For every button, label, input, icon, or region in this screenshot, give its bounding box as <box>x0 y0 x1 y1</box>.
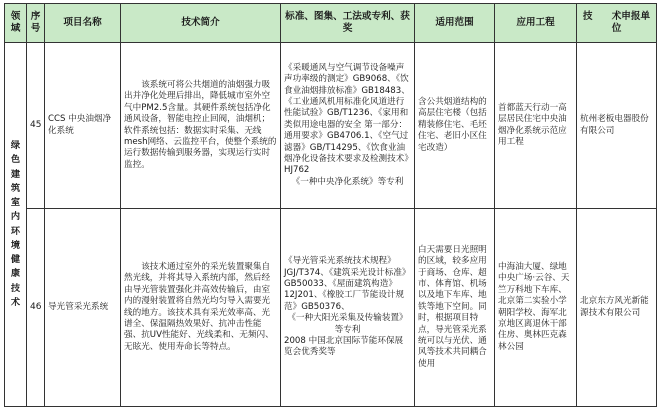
tech-intro <box>121 209 281 407</box>
unit-cell: 北京东方风光新能源技术有限公司 <box>577 209 657 407</box>
header-row <box>5 4 657 43</box>
header-scope: 适用范围 <box>415 4 495 43</box>
patent-note: 《一种大阳光采集及传输装置》等专利 <box>287 313 408 335</box>
scope-cell: 含公共烟道结构的高层住宅楼（包括精装修住宅、毛坯住宅、老旧小区住宅改造） <box>415 43 495 209</box>
header-project: 项目名称 <box>45 4 121 43</box>
award-note: 2008 中国北京国际节能环保展览会优秀奖等 <box>284 335 404 358</box>
project-name: CCS 中央油烟净化系统 <box>45 43 121 209</box>
table-row <box>5 43 657 209</box>
header-domain: 领域 <box>5 4 27 43</box>
tech-intro-text: 该系统可将公共烟道的油烟强力吸出并净化处理后排出，降低城市室外空气中PM2.5含量。其硬件系统包括净化通风设备，智能电控止回阀，油烟机；软件系统包括：数据实时采集、无线mesh网络、云监控平台，使整个系统的运行数据传输到服务器，实现运行实时监控。 <box>124 80 277 170</box>
row-number: 46 <box>27 209 45 407</box>
standards-cell <box>281 43 415 209</box>
header-standards: 标准、图集、工法或专利、获奖 <box>281 4 415 43</box>
domain-cell: 绿色建筑室内环境健康技术 <box>5 43 27 407</box>
application-cell: 中海油大厦、绿地中央广场·云谷、天竺万科地下车库、北京第二实验小学朝阳学校、海军北京地区离退休干部住房、奥林匹克森林公园 <box>495 209 577 407</box>
header-application: 应用工程 <box>495 4 577 43</box>
project-name: 导光管采光系统 <box>45 209 121 407</box>
standards-cell <box>281 209 415 407</box>
standards-list: 《导光管采光系统技术规程》JGJ/T374、《建筑采光设计标准》GB50033、《屋面建筑构造》12J201、《橡胶工厂节能设计规范》GB50376、 <box>284 256 411 312</box>
table-row <box>5 209 657 407</box>
application-cell: 首都蓝天行动一高层居民住宅中央油烟净化系统示范应用工程 <box>495 43 577 209</box>
tech-intro <box>121 43 281 209</box>
standards-list: 《采暖通风与空气调节设备噪声声功率级的测定》GB9068、《饮食业油烟排放标准》GB18483、《工业通风机用标准化风道进行性能试验》GB/T1236、《家用和类似用途电器的安全 第一部分：通用要求》GB4706.1、《空气过滤器》GB/T14295、《饮食业油烟净化设备技术要求及检测技术》HJ762 <box>284 63 410 176</box>
scope-cell: 白天需要日光照明的区域，较多应用于商场、仓库、超市、体育馆、机场以及地下车库、地铁等地下空间。同时，根据项目特点，导光管采光系统可以与光伏、通风等技术共同耦合使用 <box>415 209 495 407</box>
header-unit: 技 术申报单位 <box>577 4 657 43</box>
technology-table <box>4 3 657 407</box>
unit-cell: 杭州老板电器股份有限公司 <box>577 43 657 209</box>
row-number: 45 <box>27 43 45 209</box>
header-no: 序号 <box>27 4 45 43</box>
patent-note: 《一种中央净化系统》等专利 <box>291 176 404 187</box>
header-intro: 技术简介 <box>121 4 281 43</box>
tech-intro-text: 该技术通过室外的采光装置聚集自然光线，并将其导入系统内部，然后经由导光管装置强化并高效传输后，由室内的漫射装置将自然光均匀导入需要光线的地方。该技术具有采光效率高、光谱全、保温隔热效果好、抗冲击性能强、抗UV性能好、光线柔和、无频闪、无眩光、使用寿命长等特点。 <box>124 262 274 352</box>
